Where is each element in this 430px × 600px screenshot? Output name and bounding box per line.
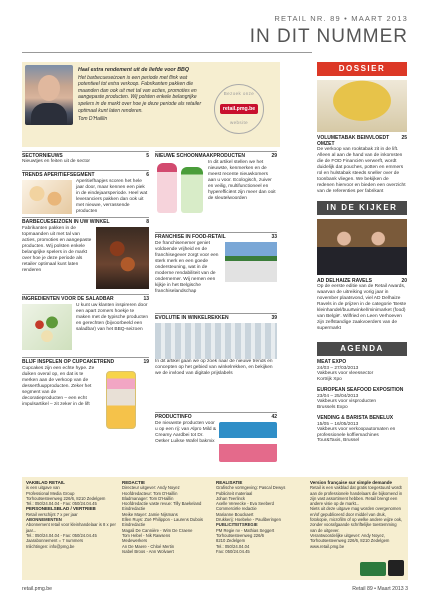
cleaning-bottle-pink [157,163,177,213]
editorial-body: Het barbecueseizoen is een periode met flink wat potentieel tot extra verkoop. Fabrikanten pakken die maanden dan ook uit met tal van acties, promoties en aangepaste producten. Wij polsten enkele belangrijke spelers in de markt over hoe je deze periode als retailer optimaal kunt laten renderen. [78,74,202,114]
editorial-signature: Tom D'Haillin [78,116,108,123]
editorial-box [22,62,280,147]
editorial-title: Haal extra rendement uit de liefde voor BBQ [78,67,189,73]
divider [22,52,312,53]
colophon-line: PM Regie nv - Mathias Seggert [216,527,275,533]
colophon-line: Professional Media Group [26,490,75,496]
website-stamp[interactable] [214,84,264,134]
agenda-desc: Vakbeurs voor vleessector [317,371,374,377]
toc-page: 5 [146,153,149,159]
toc-title: FRANCHISE IN FOOD-RETAIL [155,234,226,240]
kijker-banner: IN DE KIJKER [317,201,407,215]
colophon-line: Marianne Bouckaert [216,511,254,517]
page-title: IN DIT NUMMER [249,26,408,47]
toc-item-sectornieuws[interactable] [22,151,149,165]
toc-title: EVOLUTIE IN WINKELREKKEN [155,315,229,321]
colophon-line: Magali De Cannière - Wim De Craene [122,527,193,533]
colophon-line: Commerciële redactie [216,506,257,512]
colophon-line: Fax: 050/24.04.45 [216,548,250,554]
sprinkles-jar-photo [106,371,136,429]
dossier-page: 25 [401,135,407,141]
toc-desc: In dit artikel gaan we op zoek naar de nieuwe trends en concepten op het gebied van winkelrekken, en bekijken we de invloed van digitale prijslabels [155,359,273,376]
colophon-line: Tel.: 050/24.04.04 - Fax: 050/24.04.45 [26,532,97,538]
shelves-photo [155,323,277,359]
toc-desc: De franchisenemer geniet voldoende vrijheid en de franchisegever zorgt voor een sterk merk en een goede ondersteuning, wat in de moderne rendabiliteit van de ondernemer. Wij nemen een kijkje in het Belgische franchiselandschap [155,241,219,294]
toc-desc: Cupcakes zijn een echte hype. Ze duiken overal op, en dat is te merken aan de verkoop van de dessertfuupproducten. Zeker het segment van de decoratieproducten – een echt impulsartikel – zit zeker in de lift [22,366,95,407]
dossier-title: VOLUMETABAK BEINVLOEDT OMZET [317,135,390,147]
toc-desc: Aperitiefhapjes scoren het hele jaar door, maar kennen een piek in de eindejaarsperiode. Heel wat leveranciers pakken dan ook uit met nieuwe, verrassende producten [76,179,148,214]
colophon [22,477,408,580]
tobacco-tin-photo [317,80,407,132]
toc-title: TRENDS APERITIEFSEGMENT [22,172,95,178]
colophon-line: PUBLICITEITSREGIE [216,522,258,528]
colophon-line: Hoofdredacteur: Tom D'Haillin [122,490,178,496]
colophon-line: is een uitgave van [26,485,60,491]
footer-website[interactable]: retail.pmg.be [22,586,52,592]
agenda-name: EUROPEAN SEAFOOD EXPOSITION [317,387,404,393]
toc-page: 33 [271,234,277,240]
agenda-name: MEAT EXPO [317,359,347,365]
toc-item-barbecue[interactable] [22,217,149,274]
colophon-line: An De Maere - Chloé Mertin [122,543,175,549]
stamp-bottom-text: website [229,120,249,126]
colophon-legal [310,480,404,549]
toc-page: 6 [146,172,149,178]
agenda-item [317,416,409,444]
cleaning-bottle-green [181,167,203,213]
storefront-photo [225,242,277,282]
toc-item-cupcake[interactable] [22,357,149,408]
agenda-dates: 23/04 – 25/04/2013 [317,393,359,399]
colophon-line: Publiciteit materiaal [216,490,253,496]
colophon-line: Directeur uitgever: Andy Noyez [122,485,180,491]
stamp-url[interactable]: retail.pmg.be [220,104,258,115]
toc-page: 8 [146,219,149,225]
colophon-line: Bladmanager: Tom D'Haillin [122,495,174,501]
colophon-line: Niets uit deze uitgave mag worden overgenomen en/of gepubliceerd door middel van druk, fotokopie, microfilm of op welke andere wijze ook, zonder voorafgaande schriftelijke toestemming van de uitgever. [310,506,403,533]
colophon-line: Retail is een vakblad dat gratis toegestuurd wordt aan de professionele handelaars die bijkomend in zijn vast assortiment hebben. Retail brengt een andere visie op de markt... [310,485,403,507]
delhaize-owners-photo [317,219,407,275]
toc-page: 39 [271,315,277,321]
toc-item-ad-delhaize[interactable] [317,278,407,332]
colophon-line: 8210 Zedelgem [216,538,246,544]
colophon-line: Retail verschijnt 7 x per jaar [26,511,78,517]
agenda-item [317,360,409,382]
colophon-heading: Version française sur simple demande [310,480,393,485]
toc-desc: De nieuwste producten voor u op een rij: van Alpro Mild & Creamy Aardbei tot Dr. Oetker Luikse Wafel bakmix [155,421,217,444]
aperitief-photo [22,180,72,214]
colophon-publisher [26,480,118,549]
toc-title: BLIJF INSPELEN OP CUPCAKETREND [22,359,115,365]
colophon-line: Meike Mayer: Jamie Nijsmans [122,511,178,517]
colophon-line: www.retail.pmg.be [310,543,345,549]
agenda-banner: AGENDA [317,342,407,356]
toc-item-franchise[interactable] [155,232,277,295]
agenda-desc: Vakbeurs voor visproducten [317,399,377,405]
dossier-banner: DOSSIER [317,62,407,76]
agenda-place: Kortrijk Xpo [317,376,342,382]
colophon-line: ABONNEMENTEN [26,517,62,523]
colophon-line: Verantwoordelijke uitgever: Andy Noyez, Torhoutsesteenweg 226/6, 8210 Zedelgem [310,532,390,544]
toc-item-volumetabak[interactable] [317,135,407,195]
colophon-heading: REDACTIE [122,480,146,485]
stamp-top-text: Bezoek onze [223,91,255,96]
kijker-title: AD DELHAIZE RAVELS [317,278,372,284]
colophon-line: Johan Teerlinck [216,495,246,501]
toc-item-schoonmaak[interactable] [155,151,277,202]
colophon-line: Hoofdredactie vaste revue: Tilly Baekeland [122,501,202,507]
toc-page: 13 [143,296,149,302]
toc-desc: In dit artikel stellen we het nieuwste, kenmerken en de meest recente nieuwkomers aan u voor. Ecologisch, zuiver en veilig, multifunctioneel en hyperefficiënt zijn meer dan ooit de sleutelwoorden [208,160,276,201]
footer-page-info: Retail 89 • Maart 2013 3 [352,586,408,592]
kijker-page: 20 [401,278,407,284]
toc-desc: U kunt uw klanten inspireren door een apart zomers hoekje te maken met de typische producten en gerechten (bijvoorbeeld een saladbar) van het BBQ-seizoen [76,303,148,332]
colophon-line: Eindredactie [122,522,146,528]
toc-title: BARBECUESEIZOEN IN UW WINKEL [22,219,110,225]
toc-item-winkelrekken[interactable] [155,313,277,377]
toc-page: 19 [143,359,149,365]
colophon-line: Isabel Broos - Ann Wolvaert [122,548,174,554]
colophon-line: Axelle Vereecke - Eva Seeberd [216,501,274,507]
toc-title: NIEUWE SCHOONMAAKPRODUCTEN [155,153,245,159]
colophon-line: Drukkerij: Hoebeke - Pauliberingen [216,517,281,523]
toc-title: SECTORNIEUWS [22,153,63,159]
toc-page: 29 [271,153,277,159]
agenda-place: Tour&Taxis, Brussel [317,438,360,444]
agenda-dates: 15/05 – 16/05/2013 [317,421,359,427]
toc-item-trends-aperitief[interactable] [22,170,149,215]
toc-desc: Fabrikanten pakken in de topmaanden uit met tal van acties, promoties en aangepaste producten. Wij polsten enkele belangrijke spelers in de markt over hoe je deze periode als retailer optimaal kunt laten renderen [22,226,92,273]
issue-line: RETAIL NR. 89 • MAART 2013 [274,14,408,23]
dossier-desc: De verkoop van rooktabak zit in de lift. Alleen al aan de hand van de inkomsten die de FOD Financiën verwerft, wordt duidelijk dat pouches, potten en emmers rol en hulstabak steeds sneller over de toonbank vliegen. We bekijken de redenen hiervoor en bieden een overzicht van de referenties per fabrikant [317,147,406,194]
colophon-redactie [122,480,212,554]
colophon-line: Jaarabonnement = 7 nummers [26,538,84,544]
agenda-place: Brussels Expo [317,404,348,410]
colophon-line: Grafische vormgeving: Pascal Dewys [216,485,286,491]
toc-item-saladbar[interactable] [22,294,149,333]
colophon-line: Abonnement retail voor kleinhandelaar is 8 x per jaar... [26,522,116,533]
toc-title: INGREDIENTEN VOOR DE SALADBAR [22,296,114,302]
colophon-line: Torhoutsesteenweg 226/6, 8210 Zedelgem [26,495,106,501]
kijker-desc: Op de eerste editie van de Retail Awards, waarvan de uitreiking vorig jaar in november plaatsvond, viel AD Delhaize Ravels in de prijzen in de categorie 'Beste kleinhandel/buurtwinkel/minimarket (food) van België'. Wilfried en Leen Verhoeven zijn zelfstandige zaakvoerders van de supermarkt [317,284,407,331]
colophon-line: Medewerkers [122,538,148,544]
toc-title: PRODUCTINFO [155,414,192,420]
toc-item-productinfo[interactable] [155,412,277,445]
alpro-product-photo [219,422,277,462]
colophon-realisatie [216,480,306,554]
colophon-heading: REALISATIE [216,480,243,485]
toc-page: 42 [271,414,277,420]
colophon-heading: VAKBLAD RETAIL [26,480,65,485]
colophon-line: Tel.: 050/24.04.04 - Fax: 050/24.04.45 [26,501,97,507]
agenda-dates: 24/03 – 27/03/2013 [317,365,359,371]
colophon-line: Tom Hebel - Nik Rawsens [122,532,171,538]
toc-desc: Nieuwtjes en feiten uit de sector [22,159,90,164]
colophon-line: Ellen Ruys: Zoë Philippon - Laurens Dubois [122,517,204,523]
colophon-line: Eindredactie [122,506,146,512]
colophon-line: Torhoutsesteenweg 226/6 [216,532,264,538]
colophon-heading: PERSONEELSBLAD / VERTRIEB [26,506,96,512]
salad-photo [22,304,72,350]
editor-photo [25,65,73,125]
colophon-line: Tel.: 050/24.04.04 [216,543,250,549]
agenda-name: VENDING & BARISTA BENELUX [317,415,394,421]
colophon-line: Inlichtingen: info@pmg.be [26,543,75,549]
fsc-logo-icon [360,562,386,576]
press-logo-icon [388,560,404,576]
barbecue-photo [96,227,149,289]
agenda-desc: Vakbeurs voor verkoopautomaten en professionele koffiemachines [317,427,396,438]
agenda-item [317,388,409,410]
